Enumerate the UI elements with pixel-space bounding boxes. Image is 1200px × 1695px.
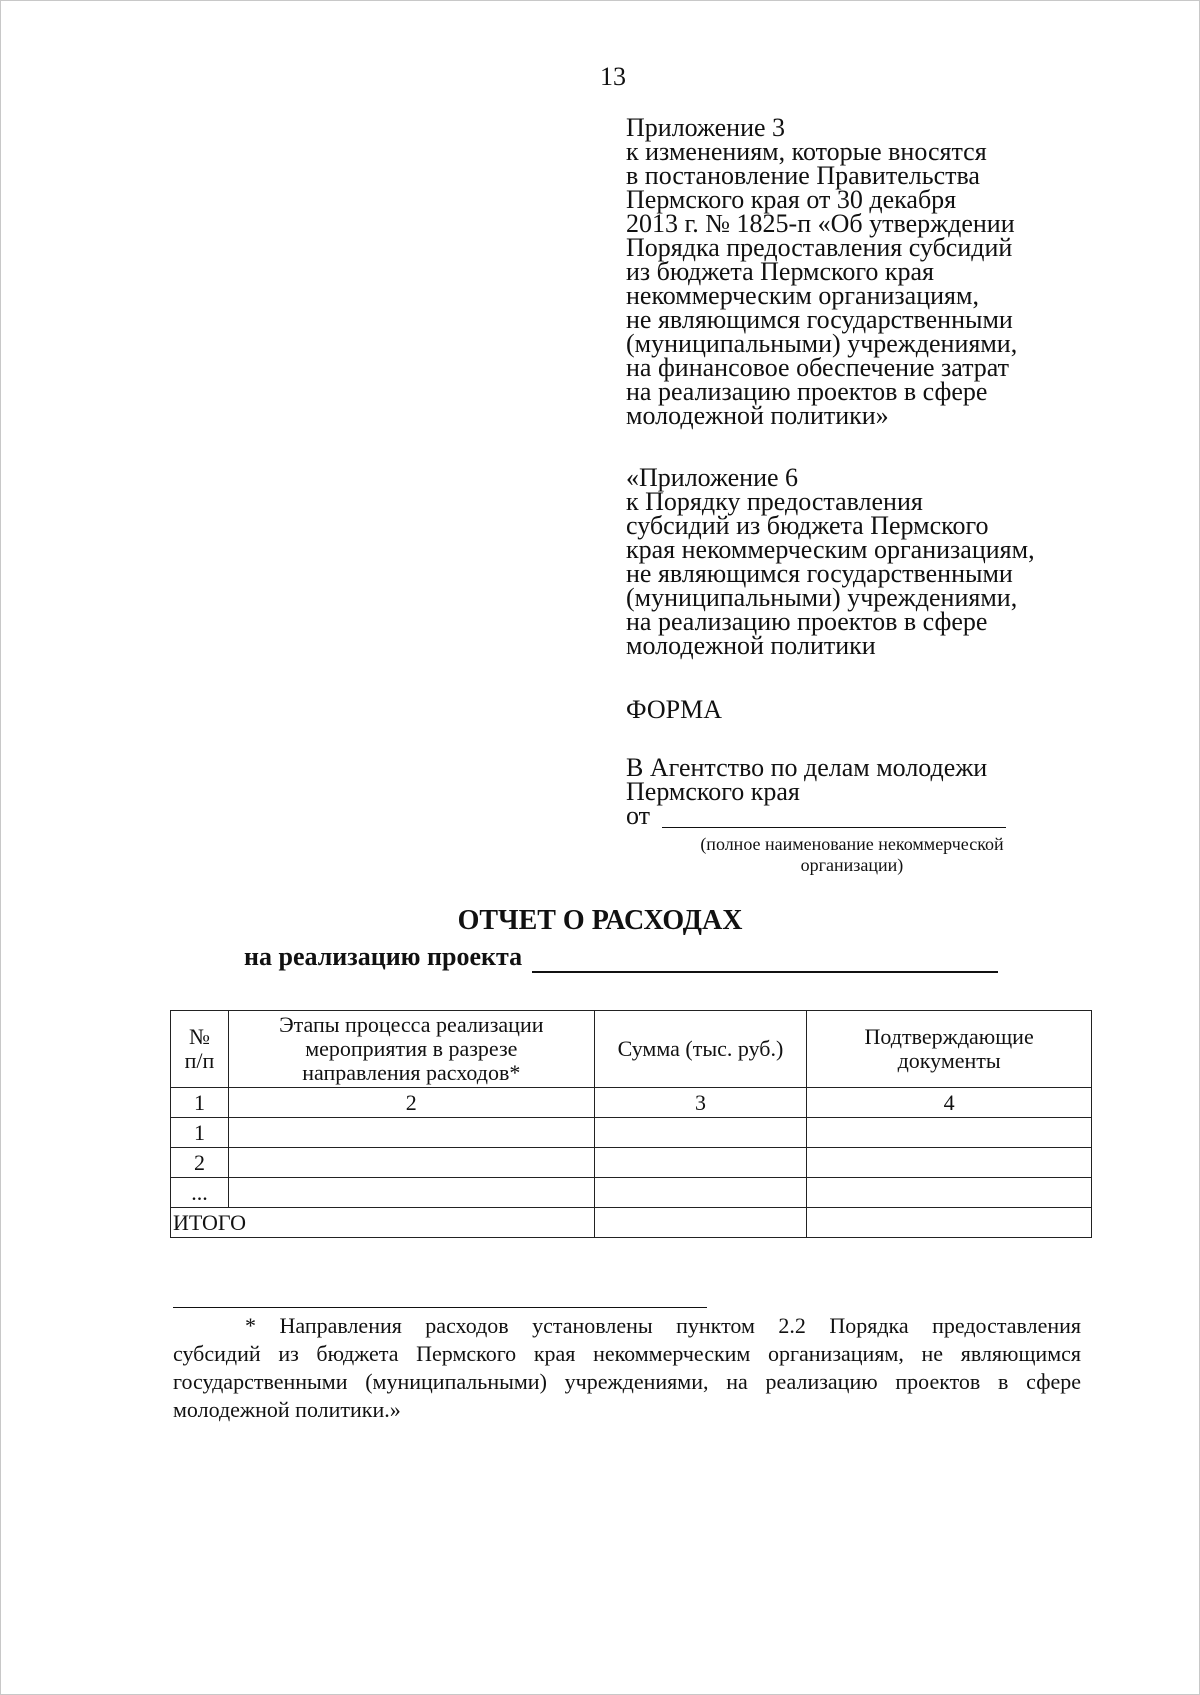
appendix-6-line: «Приложение 6 [626, 463, 799, 492]
appendix-3-line: на финансовое обеспечение затрат [626, 353, 1010, 382]
total-row [171, 1208, 1092, 1238]
appendix-3-line: не являющимся государственными [626, 305, 1013, 334]
header-documents-line: Подтверждающие [864, 1024, 1034, 1049]
from-note [672, 834, 1032, 876]
column-number-cell: 4 [807, 1088, 1092, 1118]
appendix-3-line: (муниципальными) учреждениями, [626, 329, 1018, 358]
appendix-3-block [626, 113, 1086, 430]
stage-cell [228, 1148, 594, 1178]
row-number-cell: 2 [171, 1148, 229, 1178]
sum-cell [594, 1118, 807, 1148]
report-title: ОТЧЕТ О РАСХОДАХ [457, 905, 743, 936]
sum-cell [594, 1148, 807, 1178]
from-label: от [626, 801, 651, 830]
report-subtitle-text: на реализацию проекта [244, 942, 523, 971]
appendix-3-line: Приложение 3 [626, 113, 786, 142]
table-row [171, 1118, 1092, 1148]
footnote-first-line: * Направления расходов установлены пунктом 2.2 Порядка предоставления [245, 1313, 1081, 1338]
header-number [171, 1011, 229, 1088]
table-row [171, 1178, 1092, 1208]
row-number-cell: 1 [171, 1118, 229, 1148]
sum-cell [594, 1178, 807, 1208]
footnote-separator [173, 1307, 707, 1308]
appendix-3-line: из бюджета Пермского края [626, 257, 935, 286]
from-note-line: организации) [800, 855, 904, 875]
column-number-cell: 2 [228, 1088, 594, 1118]
footnote [173, 1312, 1081, 1424]
column-number-cell: 1 [171, 1088, 229, 1118]
header-number-line: № [188, 1024, 210, 1049]
appendix-3-line: 2013 г. № 1825-п «Об утверждении [626, 209, 1015, 238]
header-stages-line: мероприятия в разрезе [305, 1036, 518, 1061]
documents-cell [807, 1118, 1092, 1148]
header-number-line: п/п [184, 1048, 215, 1073]
header-documents-line: документы [897, 1048, 1001, 1073]
stage-cell [228, 1178, 594, 1208]
header-sum: Сумма (тыс. руб.) [594, 1011, 807, 1088]
table-header-row [171, 1011, 1092, 1088]
appendix-3-line: некоммерческим организациям, [626, 281, 979, 310]
page-number: 13 [600, 62, 626, 91]
total-sum-cell [594, 1208, 807, 1238]
stage-cell [228, 1118, 594, 1148]
table-row [171, 1148, 1092, 1178]
row-number-cell: ... [171, 1178, 229, 1208]
column-number-row [171, 1088, 1092, 1118]
appendix-6-line: края некоммерческим организациям, [626, 535, 1035, 564]
appendix-3-line: молодежной политики» [626, 401, 889, 430]
documents-cell [807, 1148, 1092, 1178]
addressee-line: Пермского края [626, 777, 800, 806]
total-documents-cell [807, 1208, 1092, 1238]
addressee-block [626, 753, 1086, 830]
appendix-6-line: не являющимся государственными [626, 559, 1013, 588]
from-note-line: (полное наименование некоммерческой [700, 834, 1004, 854]
header-stages [228, 1011, 594, 1088]
footnote-text: субсидий из бюджета Пермского края некоммерческим организациям, не являющимся государственными (муниципальными) учреждениями, на реализацию проектов в сфере молодежной политики.» [173, 1341, 1081, 1422]
addressee-line: В Агентство по делам молодежи [626, 753, 988, 782]
appendix-6-line: молодежной политики [626, 631, 876, 660]
expense-report-table [170, 1010, 1092, 1238]
appendix-3-line: Пермского края от 30 декабря [626, 185, 957, 214]
documents-cell [807, 1178, 1092, 1208]
report-subtitle [244, 941, 998, 973]
from-line [626, 801, 1086, 830]
appendix-6-line: на реализацию проектов в сфере [626, 607, 988, 636]
appendix-3-line: на реализацию проектов в сфере [626, 377, 988, 406]
appendix-3-line: Порядка предоставления субсидий [626, 233, 1013, 262]
header-documents [807, 1011, 1092, 1088]
appendix-6-line: субсидий из бюджета Пермского [626, 511, 989, 540]
form-label: ФОРМА [626, 695, 722, 724]
project-name-blank [532, 945, 998, 973]
appendix-6-block [626, 463, 1086, 660]
total-label: ИТОГО [171, 1208, 595, 1238]
appendix-3-line: к изменениям, которые вносятся [626, 137, 987, 166]
header-stages-line: Этапы процесса реализации [279, 1012, 544, 1037]
organization-name-blank [662, 807, 1006, 828]
column-number-cell: 3 [594, 1088, 807, 1118]
header-stages-line: направления расходов* [302, 1060, 521, 1085]
appendix-6-line: к Порядку предоставления [626, 487, 923, 516]
appendix-3-line: в постановление Правительства [626, 161, 980, 190]
appendix-6-line: (муниципальными) учреждениями, [626, 583, 1018, 612]
